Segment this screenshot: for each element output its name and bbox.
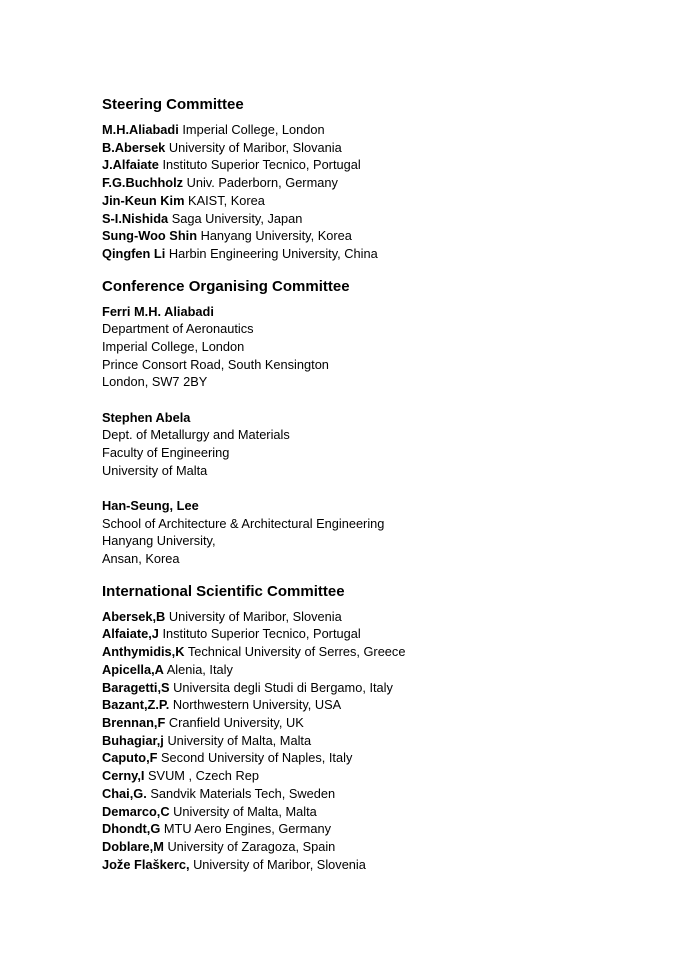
member-name: Buhagiar,j <box>102 732 164 748</box>
contact-block <box>102 409 668 480</box>
address-line: Faculty of Engineering <box>102 445 230 461</box>
contact-block <box>102 497 668 568</box>
contact-name: Han-Seung, Lee <box>102 497 199 513</box>
member-line <box>102 856 668 874</box>
member-line <box>102 749 668 767</box>
address-line: Department of Aeronautics <box>102 321 254 337</box>
member-line <box>102 838 668 856</box>
address-line: University of Malta <box>102 462 208 478</box>
member-name: Anthymidis,K <box>102 644 185 660</box>
member-name: Caputo,F <box>102 750 158 766</box>
section-title: Steering Committee <box>102 96 244 113</box>
section-title: International Scientific Committee <box>102 582 345 600</box>
address-line: Prince Consort Road, South Kensington <box>102 356 329 372</box>
member-name: B.Abersek <box>102 139 166 155</box>
address-line: School of Architecture & Architectural Engineering <box>102 515 385 531</box>
member-affiliation: Instituto Superior Tecnico, Portugal <box>162 626 361 642</box>
member-line <box>102 174 668 192</box>
member-line <box>102 661 668 679</box>
member-affiliation: University of Malta, Malta <box>167 732 312 748</box>
organising-committee-section <box>102 277 668 568</box>
address-line: Imperial College, London <box>102 339 245 355</box>
member-affiliation: MTU Aero Engines, Germany <box>163 821 331 837</box>
member-affiliation: Univ. Paderborn, Germany <box>186 175 338 191</box>
member-name: Demarco,C <box>102 803 170 819</box>
member-line <box>102 608 668 626</box>
member-affiliation: University of Malta, Malta <box>173 803 317 819</box>
member-name: Abersek,B <box>102 608 166 624</box>
member-line <box>102 803 668 821</box>
member-line <box>102 767 668 785</box>
member-name: M.H.Aliabadi <box>102 122 179 137</box>
member-name: Chai,G. <box>102 785 147 801</box>
member-affiliation: Sandvik Materials Tech, Sweden <box>150 785 336 801</box>
member-name: F.G.Buchholz <box>102 175 184 191</box>
member-line <box>102 210 668 228</box>
member-affiliation: Northwestern University, USA <box>172 697 342 713</box>
member-name: Jože Flaškerc, <box>102 856 190 872</box>
member-line <box>102 625 668 643</box>
member-affiliation: KAIST, Korea <box>188 192 265 208</box>
member-line <box>102 732 668 750</box>
steering-committee-section <box>102 95 668 263</box>
member-affiliation: SVUM , Czech Rep <box>148 768 259 784</box>
member-line <box>102 785 668 803</box>
scientific-committee-section <box>102 582 668 874</box>
member-affiliation: Imperial College, London <box>182 122 325 137</box>
contact-name: Stephen Abela <box>102 409 191 425</box>
member-line <box>102 820 668 838</box>
member-name: Baragetti,S <box>102 679 170 695</box>
member-affiliation: University of Maribor, Slovenia <box>168 608 342 624</box>
member-affiliation: University of Maribor, Slovania <box>168 139 342 155</box>
member-line <box>102 192 668 210</box>
member-line <box>102 156 668 174</box>
member-affiliation: Hanyang University, Korea <box>200 228 352 244</box>
member-name: Bazant,Z.P. <box>102 697 170 713</box>
member-name: Apicella,A <box>102 661 164 677</box>
address-line: Dept. of Metallurgy and Materials <box>102 427 290 443</box>
member-line <box>102 679 668 697</box>
member-affiliation: Instituto Superior Tecnico, Portugal <box>162 157 361 173</box>
member-line <box>102 227 668 245</box>
member-name: Cerny,I <box>102 768 145 784</box>
address-line: Hanyang University, <box>102 533 216 549</box>
member-line <box>102 139 668 157</box>
member-line <box>102 245 668 263</box>
member-name: Doblare,M <box>102 838 164 854</box>
member-name: Jin-Keun Kim <box>102 192 185 208</box>
member-name: Dhondt,G <box>102 821 161 837</box>
contact-block <box>102 303 668 392</box>
document-page <box>102 95 668 887</box>
member-affiliation: Alenia, Italy <box>166 661 233 677</box>
member-affiliation: University of Zaragoza, Spain <box>167 838 336 854</box>
member-line <box>102 643 668 661</box>
address-line: Ansan, Korea <box>102 551 180 567</box>
member-name: J.Alfaiate <box>102 157 159 173</box>
member-affiliation: Technical University of Serres, Greece <box>187 644 406 660</box>
contact-name: Ferri M.H. Aliabadi <box>102 303 214 319</box>
member-affiliation: Harbin Engineering University, China <box>168 245 378 261</box>
member-line <box>102 714 668 732</box>
member-name: Brennan,F <box>102 714 166 730</box>
member-name: Sung-Woo Shin <box>102 228 198 244</box>
member-affiliation: University of Maribor, Slovenia <box>193 856 366 872</box>
member-affiliation: Universita degli Studi di Bergamo, Italy <box>173 679 393 695</box>
member-name: Alfaiate,J <box>102 626 159 642</box>
section-title: Conference Organising Committee <box>102 277 350 295</box>
member-line <box>102 121 668 139</box>
address-line: London, SW7 2BY <box>102 374 208 390</box>
member-affiliation: Second University of Naples, Italy <box>161 750 353 766</box>
member-affiliation: Saga University, Japan <box>171 210 303 226</box>
member-affiliation: Cranfield University, UK <box>168 714 304 730</box>
member-line <box>102 696 668 714</box>
member-name: S-I.Nishida <box>102 210 169 226</box>
member-name: Qingfen Li <box>102 245 166 261</box>
